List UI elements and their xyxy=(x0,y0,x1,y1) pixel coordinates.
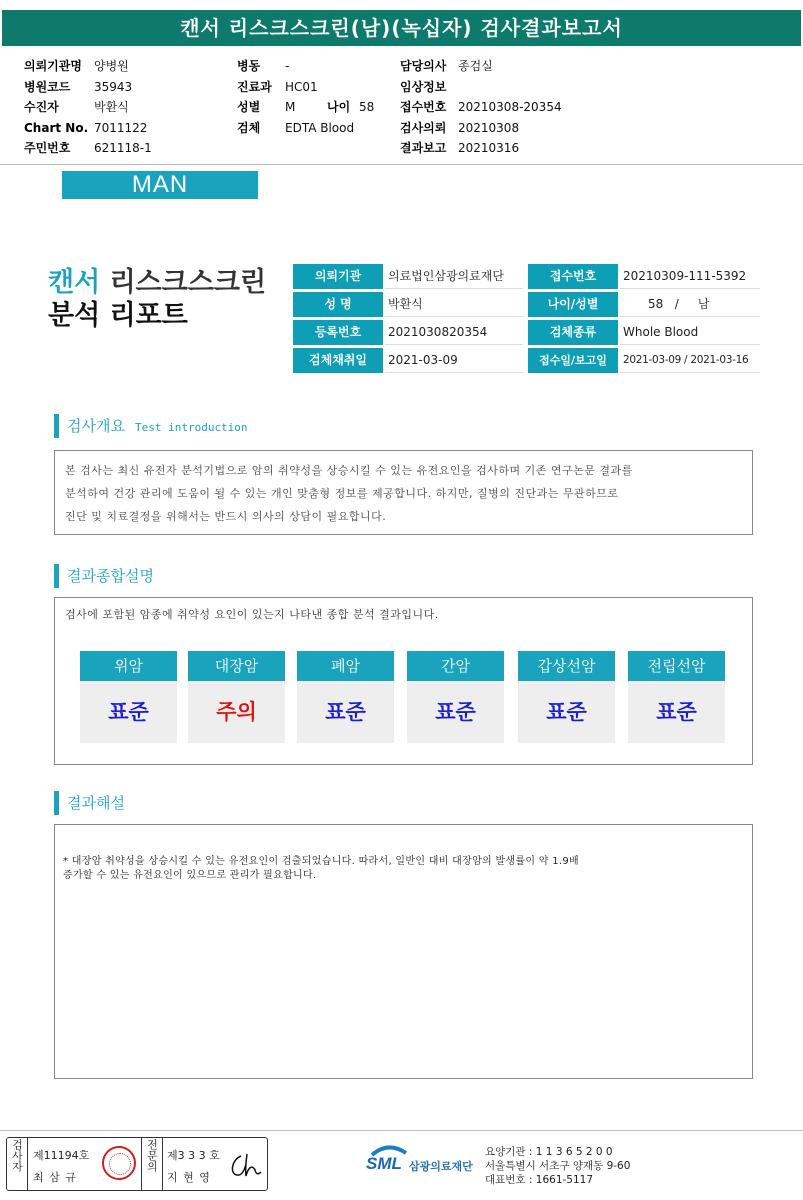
interpretation-box xyxy=(54,824,753,1079)
value-test-request: 20210308 xyxy=(458,120,520,135)
result-card-lung xyxy=(297,651,394,743)
value-specimen: EDTA Blood xyxy=(285,120,355,135)
logo-text: SML xyxy=(366,1154,402,1173)
result-card-name: 전립선암 xyxy=(628,651,725,681)
value-result-report: 20210316 xyxy=(458,141,520,156)
label-sex: 성별 xyxy=(237,100,261,115)
info-value-dates: 2021-03-09 / 2021-03-16 xyxy=(620,348,760,373)
section-heading-interpretation xyxy=(54,791,125,815)
label-chart-no: Chart No. xyxy=(24,120,89,135)
divider xyxy=(27,1138,28,1190)
value-age: 58 xyxy=(359,100,375,115)
label-patient: 수진자 xyxy=(24,100,59,115)
info-label-name: 성 명 xyxy=(293,292,383,317)
org-line: 서울특별시 서초구 양재동 9-60 xyxy=(485,1160,631,1172)
examiner-license-no: 제11194호 xyxy=(33,1149,90,1162)
value-ward: - xyxy=(285,59,290,73)
organization-info xyxy=(485,1145,630,1187)
intro-text xyxy=(55,451,752,528)
examiner-name: 최 삼 규 xyxy=(33,1171,77,1184)
approver-label-text: 전문의 xyxy=(145,1139,159,1172)
header-col-3 xyxy=(400,56,562,159)
label-clinical-info: 임상정보 xyxy=(400,79,447,94)
approver-license-no: 제3 3 3 호 xyxy=(167,1149,220,1162)
signature-box xyxy=(6,1137,268,1191)
org-line: 요양기관 : 1 1 3 6 5 2 0 0 xyxy=(485,1146,613,1158)
interpretation-line: * 대장암 취약성을 상승시킬 수 있는 유전요인이 검출되었습니다. 따라서, 일반인 대비 대장암의 발생률이 약 1.9배 xyxy=(63,856,580,867)
value-department: HC01 xyxy=(285,79,318,94)
info-label-registration-no: 등록번호 xyxy=(293,320,383,345)
section-heading-intro xyxy=(54,414,248,438)
value-sex: M xyxy=(285,100,296,115)
label-age: 나이 xyxy=(327,100,351,115)
info-value-collection-date: 2021-03-09 xyxy=(385,348,523,373)
report-title-accent: 캔서 xyxy=(48,267,101,298)
approver-name: 지 현 영 xyxy=(167,1171,211,1184)
info-label-collection-date: 검체채취일 xyxy=(293,348,383,373)
label-doctor: 담당의사 xyxy=(400,59,447,73)
intro-line: 진단 및 치료결정을 위해서는 반드시 의사의 상담이 필요합니다. xyxy=(65,510,387,523)
label-hospital-code: 병원코드 xyxy=(24,79,71,94)
result-card-name: 폐암 xyxy=(297,651,394,681)
label-department: 진료과 xyxy=(237,79,272,94)
result-card-name: 위암 xyxy=(80,651,177,681)
info-value-specimen-type: Whole Blood xyxy=(620,320,760,345)
section-intro-title-en: Test introduction xyxy=(134,421,248,434)
section-interpretation-title: 결과해설 xyxy=(67,794,125,812)
result-card-value: 표준 xyxy=(108,700,149,724)
value-receipt-no: 20210308-20354 xyxy=(458,100,562,115)
value-requesting-institution: 양병원 xyxy=(94,59,129,73)
label-ward: 병동 xyxy=(237,59,261,73)
result-card-value: 표준 xyxy=(546,700,587,724)
info-label-specimen-type: 검체종류 xyxy=(528,320,618,345)
label-requesting-institution: 의뢰기관명 xyxy=(24,59,82,73)
report-title-line2: 분석 리포트 xyxy=(48,300,188,331)
info-value-name: 박환식 xyxy=(385,292,523,317)
result-card-thyroid xyxy=(518,651,615,743)
sml-logo xyxy=(366,1143,486,1179)
result-card-stomach xyxy=(80,651,177,743)
intro-line: 분석하여 건강 관리에 도움이 될 수 있는 개인 맞춤형 정보를 제공합니다. 하지만, 질병의 진단과는 무관하므로 xyxy=(65,487,619,500)
section-heading-summary xyxy=(54,564,154,588)
value-resident-no: 621118-1 xyxy=(94,141,152,156)
header-col-1 xyxy=(24,56,152,159)
section-summary-title: 결과종합설명 xyxy=(67,567,154,585)
label-test-request: 검사의뢰 xyxy=(400,120,447,135)
info-label-age-sex: 나이/성별 xyxy=(528,292,618,317)
interpretation-text xyxy=(55,825,752,883)
divider xyxy=(162,1138,163,1190)
info-value-institution: 의료법인삼광의료재단 xyxy=(385,264,523,289)
value-hospital-code: 35943 xyxy=(94,79,133,94)
info-value-receipt-no: 20210309-111-5392 xyxy=(620,264,760,289)
report-title xyxy=(48,266,266,332)
info-value-age-sex: 58 / 남 xyxy=(620,292,760,317)
label-resident-no: 주민번호 xyxy=(24,141,71,156)
gender-badge: MAN xyxy=(62,171,258,199)
info-label-receipt-no: 접수번호 xyxy=(528,264,618,289)
value-patient: 박환식 xyxy=(94,100,129,115)
intro-box xyxy=(54,450,753,535)
report-header-title: 캔서 리스크스크린(남)(녹십자) 검사결과보고서 xyxy=(2,10,801,46)
handwritten-signature-icon xyxy=(227,1150,263,1180)
result-card-value: 주의 xyxy=(216,700,257,724)
result-card-name: 갑상선암 xyxy=(518,651,615,681)
header-col-2 xyxy=(237,56,374,138)
result-card-value: 표준 xyxy=(435,700,476,724)
report-header xyxy=(0,0,803,165)
result-card-name: 대장암 xyxy=(188,651,285,681)
summary-text: 검사에 포함된 암종에 취약성 요인이 있는지 나타낸 종합 분석 결과입니다. xyxy=(65,608,439,621)
org-line: 대표번호 : 1661-5117 xyxy=(485,1174,594,1186)
approver-label xyxy=(142,1138,162,1190)
result-card-name: 간암 xyxy=(407,651,504,681)
label-result-report: 결과보고 xyxy=(400,141,447,156)
result-card-liver xyxy=(407,651,504,743)
label-specimen: 검체 xyxy=(237,120,261,135)
label-receipt-no: 접수번호 xyxy=(400,100,447,115)
result-card-value: 표준 xyxy=(325,700,366,724)
value-doctor: 종검실 xyxy=(458,59,493,73)
report-footer xyxy=(0,1130,803,1200)
logo-org-name: 삼광의료재단 xyxy=(409,1160,473,1173)
info-value-registration-no: 2021030820354 xyxy=(385,320,523,345)
info-label-institution: 의뢰기관 xyxy=(293,264,383,289)
official-seal-stamp xyxy=(102,1146,136,1180)
section-intro-title: 검사개요 xyxy=(67,417,125,435)
result-card-prostate xyxy=(628,651,725,743)
result-card-value: 표준 xyxy=(656,700,697,724)
value-chart-no: 7011122 xyxy=(94,120,148,135)
examiner-label xyxy=(7,1138,27,1190)
examiner-label-text: 검사자 xyxy=(10,1139,24,1172)
info-label-dates: 접수일/보고일 xyxy=(528,348,618,373)
result-card-colorectal xyxy=(188,651,285,743)
report-title-rest: 리스크스크린 xyxy=(100,267,267,298)
interpretation-line: 증가할 수 있는 유전요인이 있으므로 관리가 필요합니다. xyxy=(63,870,317,881)
intro-line: 본 검사는 최신 유전자 분석기법으로 암의 취약성을 상승시킬 수 있는 유전요인을 검사하며 기존 연구논문 결과를 xyxy=(65,464,633,477)
